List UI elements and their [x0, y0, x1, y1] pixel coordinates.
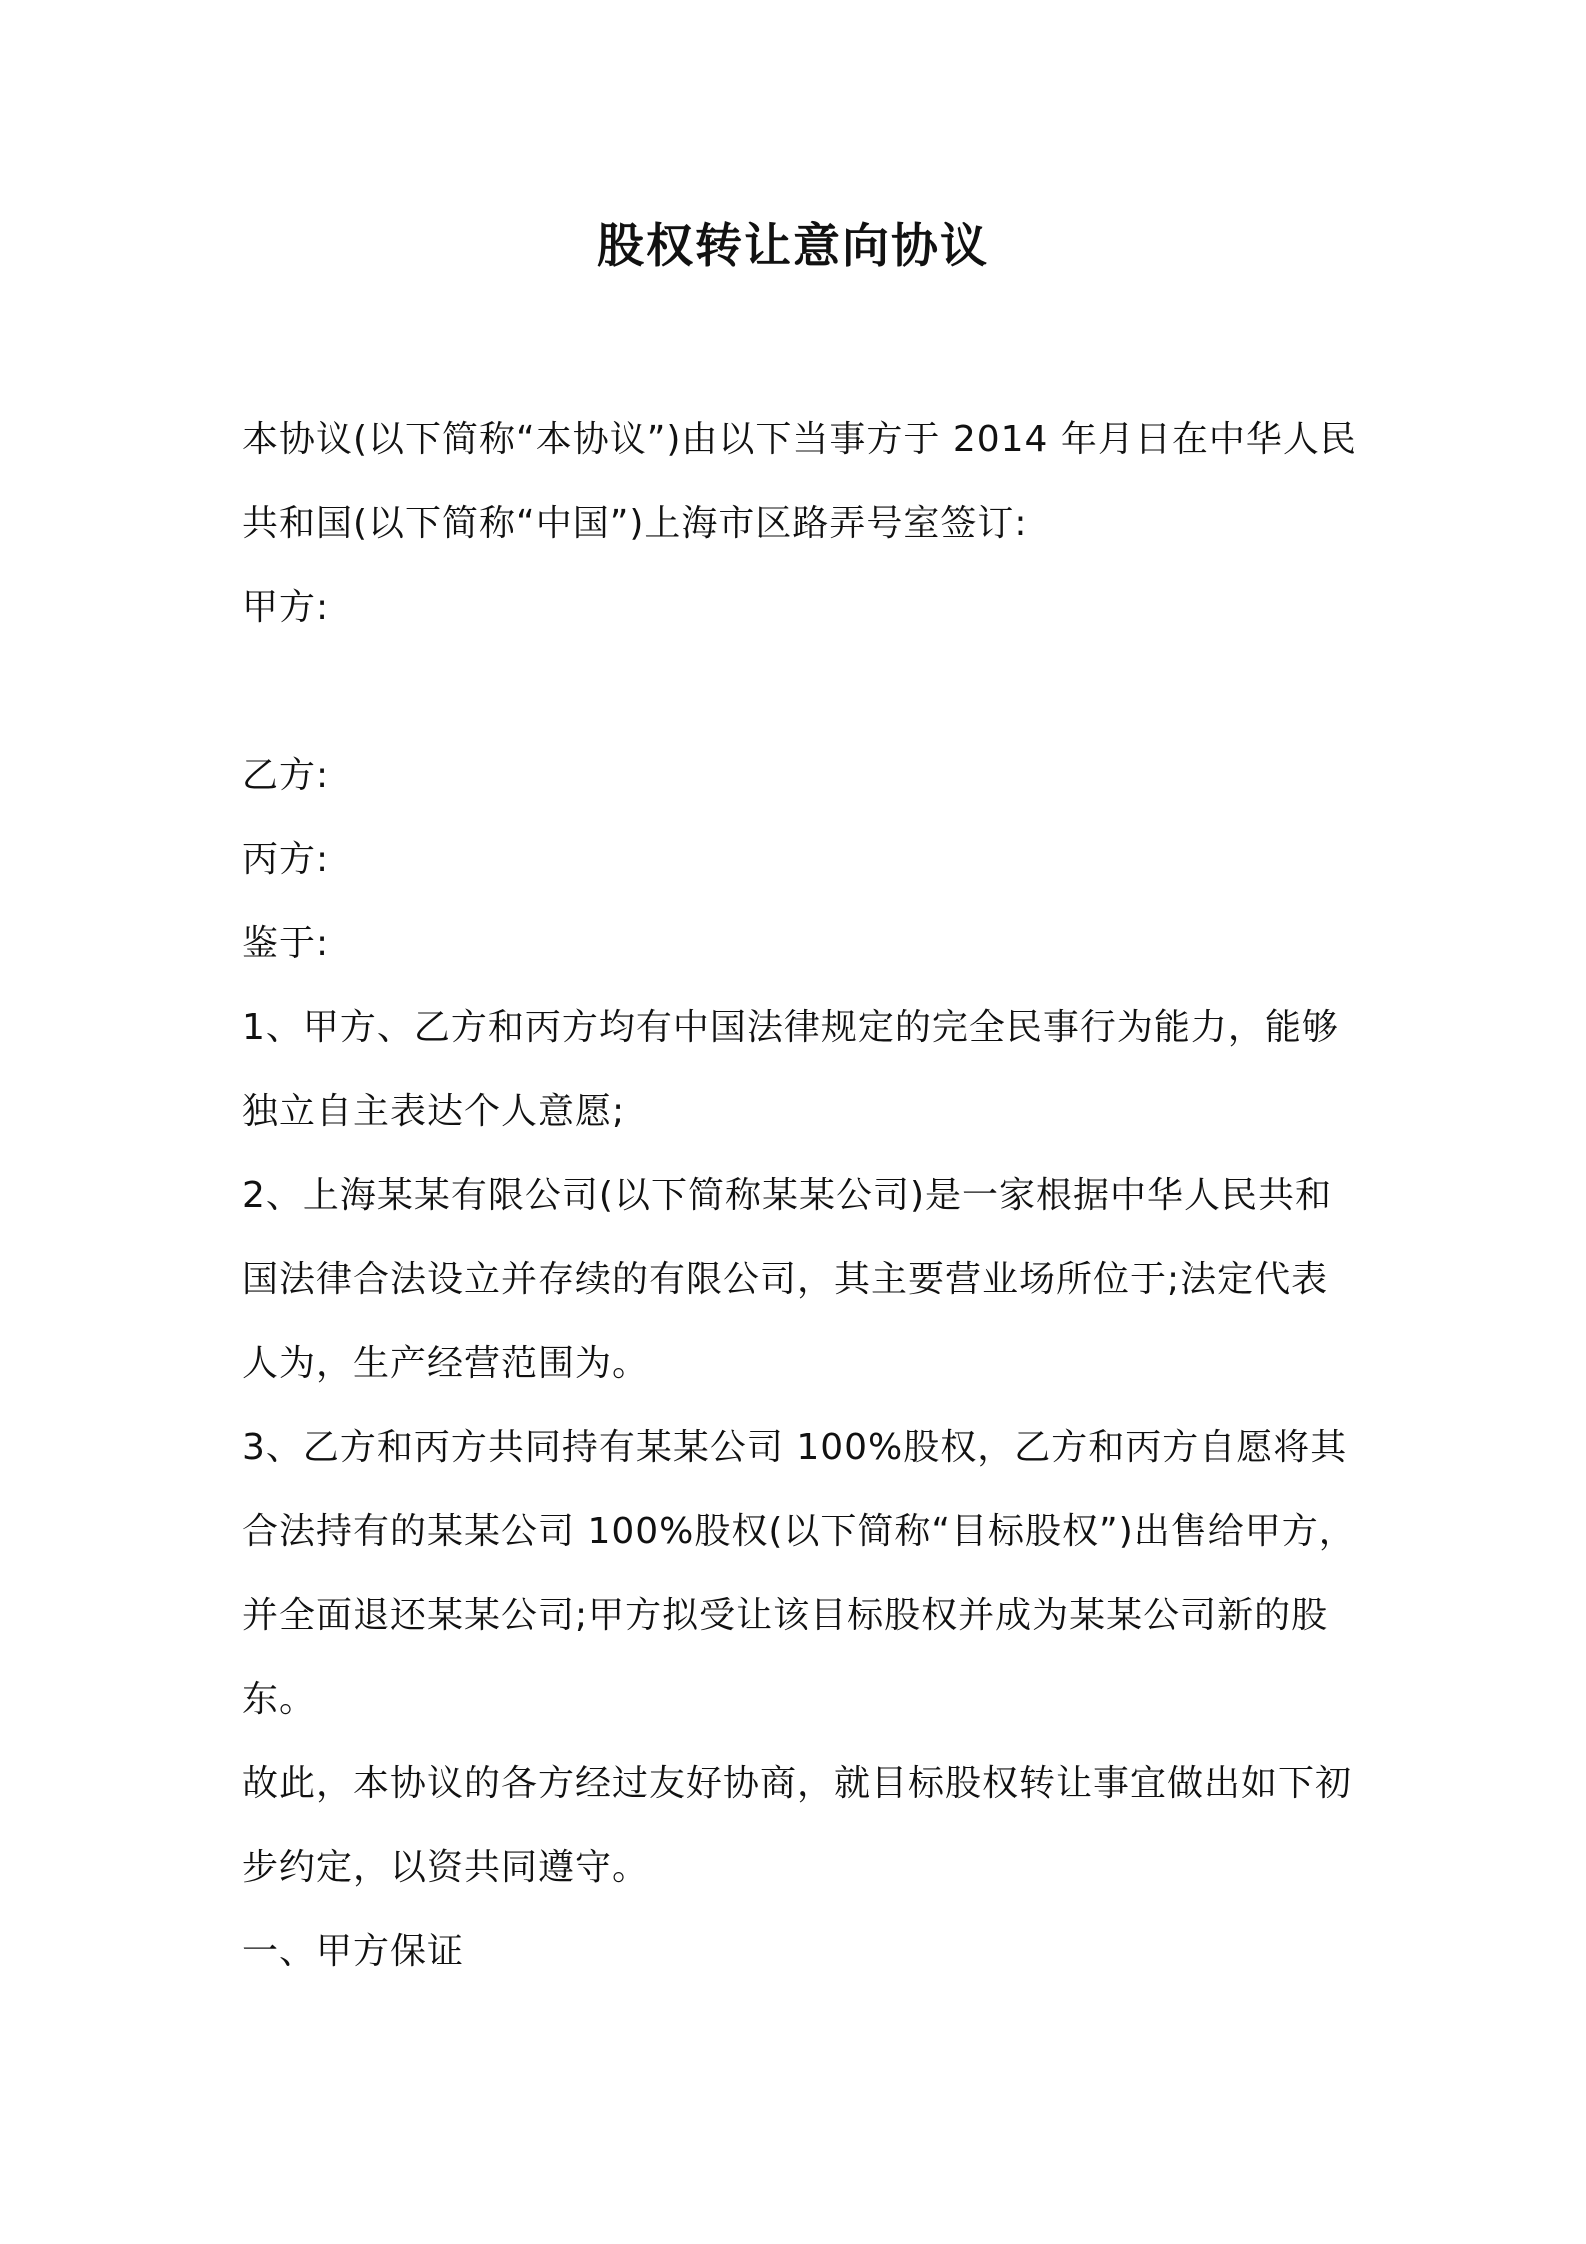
whereas-label: 鉴于:	[242, 923, 330, 964]
clause-3: 3、乙方和丙方共同持有某某公司 100%股权，乙方和丙方自愿将其合法持有的某某公司 100%股权(以下简称“目标股权”)出售给甲方，并全面退还某某公司;甲方拟受让该目标股权并成为某某公司新的股东。	[242, 1427, 1356, 1720]
section-1-heading: 一、甲方保证	[242, 1931, 465, 1972]
party-b-label: 乙方:	[242, 755, 330, 796]
party-a-label: 甲方:	[242, 587, 330, 628]
clause-1: 1、甲方、乙方和丙方均有中国法律规定的完全民事行为能力，能够独立自主表达个人意愿;	[242, 1007, 1339, 1132]
clause-2: 2、上海某某有限公司(以下简称某某公司)是一家根据中华人民共和国法律合法设立并存续的有限公司，其主要营业场所位于;法定代表人为，生产经营范围为。	[242, 1175, 1332, 1384]
intro-paragraph: 本协议(以下简称“本协议”)由以下当事方于 2014 年月日在中华人民共和国(以下简称“中国”)上海市区路弄号室签订:	[242, 419, 1357, 544]
conclusion-paragraph: 故此，本协议的各方经过友好协商，就目标股权转让事宜做出如下初步约定，以资共同遵守。	[242, 1763, 1353, 1888]
blank-space	[242, 650, 1362, 734]
document-title: 股权转让意向协议	[597, 219, 989, 274]
party-c-label: 丙方:	[242, 839, 330, 880]
document-body	[242, 398, 1362, 1994]
